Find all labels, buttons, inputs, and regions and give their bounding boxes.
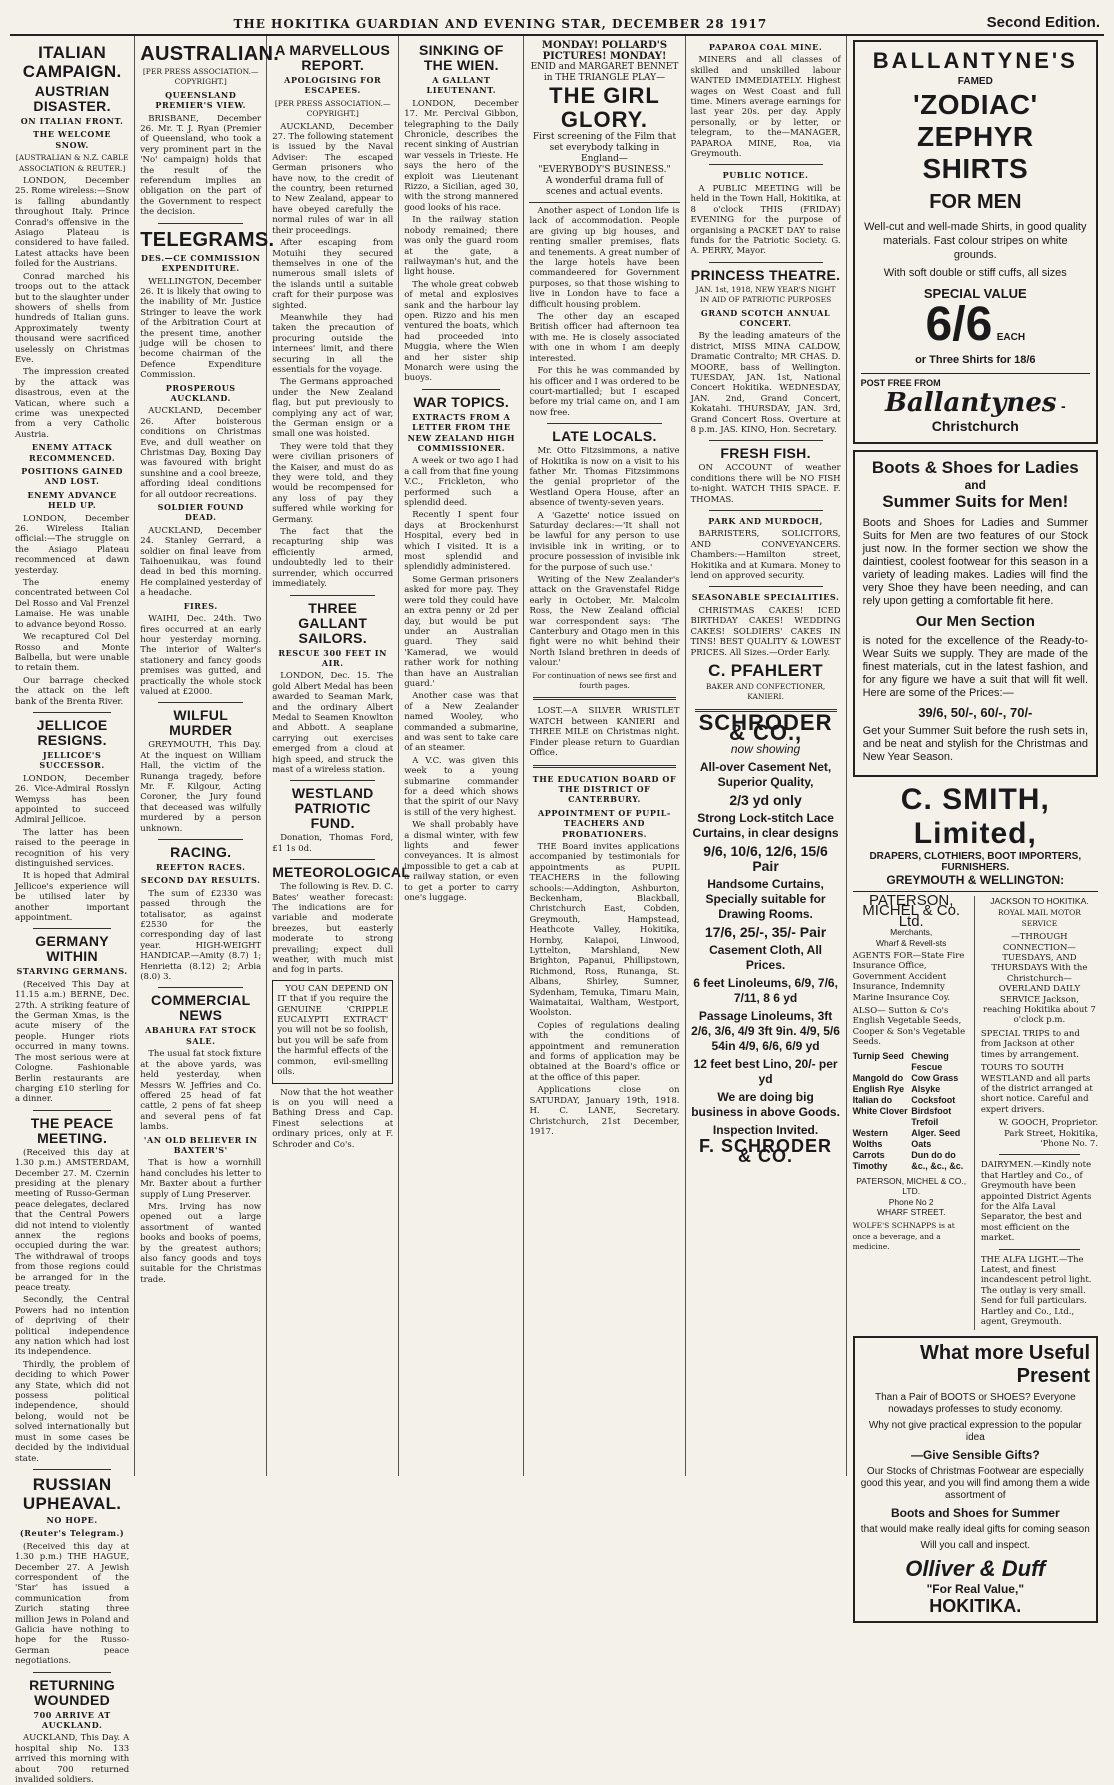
advert-text: Strong Lock-stitch Lace Curtains, in clear designs xyxy=(692,810,839,840)
headline: THE PEACE MEETING. xyxy=(30,1114,114,1146)
paragraph: LONDON, December 17. Mr. Percival Gibbon, telegraphing to the Daily Chronicle, describes the recent sinking of Austrian war vessels in Trieste. He says the hero of the exploit was Lieutenant Rizzo, a Sicilian, aged 30, with the strong mannered good looks of his race. xyxy=(404,98,519,213)
paragraph: Copies of regulations dealing with the conditions of appointment and remuneration and forms of application may be obtained at the Board's office or at the office of this paper. xyxy=(529,1020,680,1083)
paragraph: Recently I spent four days at Brockenhurst Hospital, every bed in which I visited. It is a most splendid and splendidly administered. xyxy=(404,510,519,573)
advert-text: All-over Casement Net, Superior Quality, xyxy=(699,759,832,789)
divider xyxy=(158,702,243,703)
paragraph: GREYMOUTH, This Day. At the inquest on William Hall, the victim of the Runanga tragedy, before Mr. F. Kilgour, Acting Coroner, the Jury found that deceased was wilfully murdered by a person unknown. xyxy=(140,740,262,834)
advert-city: HOKITIKA. xyxy=(929,1596,1022,1617)
advert-text: is noted for the excellence of the Ready-to-Wear Suits we supply. They are made of the finest materials, cut in the latest fashion, and for any figure we have a suit that will fit well. Here are some of the Prices:— xyxy=(862,635,1089,699)
advert-text: POST FREE FROM xyxy=(860,378,941,388)
advert-text: MINERS and all classes of skilled and unskilled labour WANTED IMMEDIATELY. Highest wages on West Coast and full time. Miners average earnings for last year 20s. per day. Apply personally, or by letter, or telegram, to the—MANAGER, PAPAROA MINE, Roa, via Greymouth. xyxy=(690,55,841,160)
paragraph: AUCKLAND, This Day. A hospital ship No. 133 arrived this morning with about 700 returned invalided soldiers. xyxy=(15,1733,130,1785)
advert-text: YOU CAN DEPEND ON IT that if you require the GENUINE 'CRIPPLE EUCALYPTI EXTRACT' you will not be so foolish, but you will be safe from the harmful effects of the common, evil-smelling oils. xyxy=(277,983,389,1078)
advert-text: With soft double or stiff cuffs, all sizes xyxy=(883,267,1067,279)
seed-item: Alsyke xyxy=(911,1083,941,1094)
advert-heading: PAPAROA COAL MINE. xyxy=(708,42,823,52)
banner-top: MONDAY! POLLARD'S PICTURES! MONDAY! xyxy=(541,40,668,62)
seed-item: Birdsfoot Trefoil xyxy=(911,1105,952,1127)
seed-item: Timothy xyxy=(852,1160,888,1171)
column-2 xyxy=(135,36,280,1476)
paragraph: Now that the hot weather is on you will need a Bathing Dress and Cap. Finest selections at ordinary prices, only at F. Schroder and Co's. xyxy=(272,1087,394,1150)
advert-tag: FOR MEN xyxy=(929,191,1022,213)
subheading: A GALLANT LIEUTENANT. xyxy=(426,75,497,96)
paragraph: Another aspect of London life is lack of accommodation. People are giving up big houses, and renting smaller premises, flats and tenements. A great number of the large hotels have been commandeered for Government purposes, so that those wishing to live in London have to face a difficult housing problem. xyxy=(529,206,680,310)
advert-address: WHARF STREET. xyxy=(876,1206,946,1217)
advert-heading: and xyxy=(964,478,986,492)
divider xyxy=(33,928,111,929)
advert-text: or Three Shirts for 18/6 xyxy=(915,354,1036,366)
column-5 xyxy=(524,36,685,1476)
headline: RETURNING WOUNDED xyxy=(29,1676,116,1708)
agency-note: [AUSTRALIAN & N.Z. CABLE ASSOCIATION & REUTER.] xyxy=(15,153,129,173)
subheading: RESCUE 300 FEET IN AIR. xyxy=(278,647,388,668)
banner-line: A wonderful drama full of scenes and actual events. xyxy=(545,176,664,197)
paragraph: In the railway station nobody remained; there was only the guard room at the gate, a railwayman's hut, and the light house. xyxy=(404,215,519,278)
headline: A MARVELLOUS REPORT. xyxy=(275,42,391,73)
paragraph: A week or two ago I had a call from that fine young V.C., Frickleton, who performed such a splendid deed. xyxy=(404,456,519,509)
lost-notice: LOST.—A SILVER WRISTLET WATCH between KANIERI and THREE MILE on Christmas night. Finder please return to Guardian Office. xyxy=(529,706,680,759)
paragraph: After escaping from Motuihi they secured themselves in one of the numerous small islets of the islands until a suitable craft for their purpose was sighted. xyxy=(272,238,394,311)
smith-advert xyxy=(853,783,1098,892)
paragraph: Conrad marched his troops out to the attack but to the slaughter under showers of shells from hundreds of Italian guns. Approximately twenty thousand were sacrificed uselessly on Christmas Eve. xyxy=(15,271,130,365)
subheading: THE WELCOME SNOW. xyxy=(33,129,112,150)
advert-heading: GRAND SCOTCH ANNUAL CONCERT. xyxy=(700,307,831,328)
advert-heading: JACKSON TO HOKITIKA. xyxy=(990,896,1089,906)
paragraph: (Received this day at 1.30 p.m.) AMSTERDAM, December 27. M. Czernin presiding at the plenary meeting of Russo-German peace delegates, declared that the Central Powers did not intend to violently annex the regions occupied during the war. The withdrawal of troops from those regions could be arranged for in the peace treaty. xyxy=(15,1147,130,1293)
seed-item: Western Wolths xyxy=(852,1127,888,1149)
advert-text: WOLFE'S SCHNAPPS is at once a beverage, and a medicine. xyxy=(852,1221,955,1252)
advert-heading: Wharf & Revell-sts xyxy=(876,937,947,948)
divider xyxy=(709,586,823,587)
seed-item: Turnip Seed xyxy=(852,1050,904,1061)
subheading: ON ITALIAN FRONT. xyxy=(20,116,124,126)
seed-item: White Clover xyxy=(852,1105,908,1116)
divider xyxy=(533,697,675,700)
advert-text: —THROUGH CONNECTION— TUESDAYS, AND THURSDAYS With the Christchurch— OVERLAND DAILY SERVICE Jackson, reaching Hokitika about 7 o'clock p.m. xyxy=(983,932,1096,1026)
advert-text: now showing xyxy=(730,741,801,756)
divider xyxy=(33,1469,111,1470)
advert-tag: Boots and Shoes for Summer xyxy=(890,1506,1060,1521)
paragraph: Writing of the New Zealander's attack on the Gravenstafel Ridge early in October, Mr. Malcolm Ross, the New Zealand official war correspondent says: 'The Canterbury and Otago men in this fight were no whit behind their North Island brethren in deeds of valour.' xyxy=(529,575,680,669)
advert-text: that would make really ideal gifts for coming season xyxy=(860,1524,1090,1536)
advert-footer: PATERSON, MICHEL & CO., LTD. xyxy=(856,1175,967,1197)
advert-text: DRAPERS, CLOTHIERS, BOOT IMPORTERS, FURNISHERS. xyxy=(869,851,1082,873)
headline: COMMERCIAL NEWS xyxy=(151,992,251,1024)
headline: WESTLAND PATRIOTIC FUND. xyxy=(291,785,374,832)
banner-title: THE GIRL GLORY. xyxy=(549,83,660,132)
divider xyxy=(999,1154,1080,1155)
advert-tag: —Give Sensible Gifts? xyxy=(910,1448,1040,1463)
subheadline: AUSTRIAN DISASTER. xyxy=(33,83,111,114)
advert-text: We are doing big business in above Goods. xyxy=(691,1089,840,1119)
headline: ITALIAN CAMPAIGN. xyxy=(22,43,122,81)
advert-price: 6 feet Linoleums, 6/9, 7/6, 7/11, 8 6 yd xyxy=(693,975,838,1005)
advert-text: BAKER AND CONFECTIONER, KANIERI. xyxy=(705,681,826,702)
headline: TELEGRAMS. xyxy=(140,228,275,251)
paragraph: It is hoped that Admiral Jellicoe's experience will be utilised later by another important appointment. xyxy=(15,871,130,924)
masthead xyxy=(10,6,1104,36)
paragraph: AUCKLAND, December 26. After boisterous conditions on Christmas Eve, and dull weather on Christmas Day, Boxing Day was favoured with bright sunshine and a cool breeze, affording ideal conditions for all outdoor recreations. xyxy=(140,406,262,500)
advert-text: A PUBLIC MEETING will be held in the Town Hall, Hokitika, at 8 o'clock THIS (FRIDAY) EVENING for the purpose of organising a PACKET DAY to raise funds for the Patriotic Society. G. A. PERRY, Mayor. xyxy=(690,183,841,257)
subheading: ENEMY ADVANCE HELD UP. xyxy=(27,489,117,511)
divider xyxy=(290,859,375,860)
divider xyxy=(290,595,375,596)
headline: WAR TOPICS. xyxy=(413,393,510,410)
paragraph: BRISBANE, December 26. Mr. T. J. Ryan (Premier of Queensland, who took a very prominent part in the 'No' campaign) holds that the result of the referendum implies an obligation on the part of the Government to respect the decision. xyxy=(140,113,262,218)
paterson-advert xyxy=(852,892,975,1330)
advert-product: 'ZODIAC' ZEPHYR SHIRTS xyxy=(912,89,1038,184)
advert-text: Why not give practical expression to the popular idea xyxy=(868,1420,1082,1444)
headline: RUSSIAN UPHEAVAL. xyxy=(22,1474,122,1513)
divider xyxy=(33,1672,111,1673)
column-4 xyxy=(399,36,524,1476)
advert-column xyxy=(847,36,1104,1617)
divider xyxy=(533,765,675,768)
paragraph: Mrs. Irving has now opened out a large assortment of wanted books and books of poems, by the greatest authors; also fancy goods and toys suitable for the Christmas trade. xyxy=(140,1201,262,1285)
advert-tag: EACH xyxy=(996,332,1026,343)
paragraph: The following is Rev. D. C. Bates' weather forecast: The indications are for variable and moderate breezes, but easterly moderate to strong prevailing; expect dull weather, with much mist and fog in parts. xyxy=(272,882,394,976)
advert-price: 9/6, 10/6, 12/6, 15/6 Pair xyxy=(703,842,828,874)
divider xyxy=(158,839,243,840)
advert-text: Will you call and inspect. xyxy=(920,1540,1031,1552)
subheading: APPOINTMENT OF PUPIL-TEACHERS AND PROBATIONERS. xyxy=(538,807,671,839)
seed-item: Cocksfoot xyxy=(911,1094,956,1105)
seed-item: English Rye xyxy=(852,1083,905,1094)
subheading: ENEMY ATTACK RECOMMENCED. xyxy=(28,442,116,463)
column-3 xyxy=(267,36,411,1476)
edition-label: Second Edition. xyxy=(986,14,1100,31)
paragraph: We shall probably have a dismal winter, with few lights and fewer conveyances. It is almost impossible to get a cab at a railway station, or even to get a porter to carry one's luggage. xyxy=(404,820,519,904)
divider xyxy=(547,423,661,424)
advert-price: 39/6, 50/-, 60/-, 70/- xyxy=(918,705,1033,720)
paragraph: A 'Gazette' notice issued on Saturday declares:—'It shall not be lawful for any person to use invisible ink in writing, or to procure possession of invisible ink for the purpose of such use.' xyxy=(529,510,680,573)
advert-brand: C. SMITH, Limited, xyxy=(900,783,1050,850)
seed-list xyxy=(853,1051,970,1172)
advert-heading: PRINCESS THEATRE. xyxy=(690,266,841,283)
advert-text: Well-cut and well-made Shirts, in good quality materials. Fast colour stripes on white grounds. xyxy=(864,221,1087,261)
paragraph: The fact that the recapturing ship was efficiently armed, undoubtedly led to their surrender, which occurred immediately. xyxy=(272,527,394,590)
divider xyxy=(709,440,823,441)
seed-item: Chewing Fescue xyxy=(911,1050,949,1072)
divider xyxy=(158,987,243,988)
paragraph: Another case was that of a New Zealander named Wooley, who commanded a submarine, and was sent to take care of an steamer. xyxy=(404,691,519,754)
advert-text: ON ACCOUNT of weather conditions there will be NO FISH to-night. WATCH THIS SPACE. F. THOMAS. xyxy=(690,463,841,505)
subheading: JELLICOE'S SUCCESSOR. xyxy=(39,749,105,771)
subheading: 700 ARRIVE AT AUCKLAND. xyxy=(33,1709,111,1730)
divider xyxy=(709,262,823,263)
advert-text: Casement Cloth, All Prices. xyxy=(709,942,822,972)
divider xyxy=(33,712,111,713)
advert-heading: Our Men Section xyxy=(915,613,1035,630)
paragraph: The enemy concentrated between Col Del Rosso and Val Frenzel Lamaise. He was unable to advance beyond Rosso. xyxy=(15,578,130,630)
subheading: EXTRACTS FROM A LETTER FROM THE NEW ZEALAND HIGH COMMISSIONER. xyxy=(407,411,516,453)
seed-item: Carrots xyxy=(852,1149,885,1160)
paragraph: WELLINGTON, December 26. It is likely that owing to the inability of Mr. Justice Stringer to leave the work of the Arbitration Court at the present time, another judge will be chosen to become chairman of the Defence Expenditure Commission. xyxy=(140,276,262,381)
subheading: NO HOPE. xyxy=(46,1514,98,1525)
advert-text: ALSO— Sutton & Co's English Vegetable Seeds, Cooper & Son's Vegetable Seeds. xyxy=(852,1006,966,1048)
advert-text: By the leading amateurs of the district, MISS MINA CALDOW, Dramatic Contralto; MR CHAS. D. MOORE, bass of Wellington. TUESDAY, JAN. 1st, National Concert Hokitika. WEDNESDAY, JAN. 2nd, Grand Concert, Kokatahi. THURSDAY, JAN. 3rd, Grand Concert Ross. Overture at 8 p.m. JAS. KINO, Hon. Secretary. xyxy=(690,331,841,435)
paragraph: WAIHI, Dec. 24th. Two fires occurred at an early hour yesterday morning. The interior of Walter's stationery and fancy goods premises was gutted, and practically the whole stock valued at £2000. xyxy=(140,614,262,697)
headline: AUSTRALIAN. xyxy=(140,43,280,65)
continuation-note: For continuation of news see first and fourth pages. xyxy=(532,670,677,691)
advert-price: 17/6, 25/-, 35/- Pair xyxy=(704,923,827,940)
paragraph: Thirdly, the problem of deciding to which Power any State, which did not possess political independence, should belong, would not be solved internationally but must in some cases be decided by the individual state. xyxy=(15,1359,130,1464)
advert-pair xyxy=(852,892,1099,1330)
advert-heading: Merchants, xyxy=(890,927,933,938)
advert-price: 6/6 xyxy=(925,298,993,351)
subheading: PROSPEROUS AUCKLAND. xyxy=(165,382,236,403)
advert-heading: ROYAL MAIL MOTOR SERVICE xyxy=(997,908,1081,928)
advert-heading: Boots & Shoes for Ladies xyxy=(871,458,1079,477)
advert-price: 2/3 yd only xyxy=(729,791,802,808)
advert-text: TOURS TO SOUTH WESTLAND and all parts of the district arranged at short notice. Careful and expert drivers. xyxy=(980,1063,1093,1115)
advert-heading: PARK AND MURDOCH, xyxy=(708,516,823,527)
ballantynes-logo: Ballantynes xyxy=(884,388,1057,418)
headline: THREE GALLANT SAILORS. xyxy=(298,599,368,646)
advert-text: DAIRYMEN.—Kindly note that Hartley and Co., of Greymouth have been appointed District Agents for the Alfa Laval Separator, the best and most efficient on the market. xyxy=(980,1160,1092,1244)
paragraph: For this he was commanded by his officer and I was ordered to be court-martialled; but I escaped before my trial came on, and I am now free. xyxy=(529,366,680,418)
advert-text: Boots and Shoes for Ladies and Summer Suits for Men are two features of our Stock just now. In the former section we show the daintiest, coolest footwear for this season in a variety of leading makes. Ladies will find the very Shoe they have been needing, and can rely upon getting a comfortable fit here. xyxy=(862,517,1089,607)
seed-item: Italian do xyxy=(852,1094,893,1105)
advert-text: AGENTS FOR—State Fire Insurance Office, Government Accident Insurance, Indemnity Marine Insurance Coy. xyxy=(852,951,965,1003)
agency-note: [PER PRESS ASSOCIATION.—COPYRIGHT.] xyxy=(274,98,391,119)
paragraph: Meanwhile they had taken the precaution of procuring outside the internees' limit, and there securing in all the essentials for the voyage. xyxy=(272,312,394,375)
seed-item: Cow Grass xyxy=(911,1072,959,1083)
subheading: FIRES. xyxy=(183,600,218,611)
paragraph: A V.C. was given this week to a young submarine commander for a deed which shows that the spirit of our Navy is still of the very highest. xyxy=(404,755,519,818)
advert-price: Passage Linoleums, 3ft 2/6, 3/6, 4/9 3ft 9in. 4/9, 5/6 54in 4/9, 6/6, 6/9 yd xyxy=(691,1008,840,1053)
ballantyne-advert xyxy=(853,40,1098,444)
paragraph: (Received This Day at 11.15 a.m.) BERNE, Dec. 27th. A striking feature of the German Xmas, is the acute misery of the people. Hunger riots occurred in many towns. The most serious were at Cologne. Fashionable Berlin restaurants are charging £10 sterling for a dinner. xyxy=(15,979,130,1105)
subheading: STARVING GERMANS. xyxy=(16,966,128,977)
advert-tag: SPECIAL VALUE xyxy=(923,286,1027,301)
advert-heading: What more Useful Present xyxy=(919,1342,1091,1388)
jackson-advert xyxy=(981,896,1098,1330)
subheading: 'AN OLD BELIEVER IN BAXTER'S' xyxy=(143,1134,258,1155)
headline: LATE LOCALS. xyxy=(552,428,657,445)
divider xyxy=(999,1249,1080,1250)
divider xyxy=(422,389,500,390)
advert-text: THE ALFA LIGHT.—The Latest, and finest incandescent petrol light. The outlay is very small. Send for full particulars. Hartley and Co., Ltd., agent, Greymouth. xyxy=(980,1254,1092,1328)
paragraph: Some German prisoners asked for more pay. They were told they could have an extra penny or 2d per day, but would be put under an Australian guard. They said 'Kamerad, we would rather work for nothing than have an Australian guard.' xyxy=(404,574,519,689)
subheading: (Reuter's Telegram.) xyxy=(19,1528,125,1539)
columns xyxy=(10,36,1104,1785)
paragraph: The latter has been raised to the peerage in recognition of his very distinguished services. xyxy=(15,827,130,869)
seed-item: Dun do do xyxy=(911,1149,956,1160)
subheading: POSITIONS GAINED AND LOST. xyxy=(21,466,123,487)
headline: GERMANY WITHIN xyxy=(35,933,109,965)
column-6 xyxy=(686,36,847,1476)
subheading: REEFTON RACES. xyxy=(155,862,246,872)
subheading: SECOND DAY RESULTS. xyxy=(140,875,261,886)
paragraph: LONDON, Dec. 15. The gold Albert Medal has been awarded to Seaman Mark, and the ordinary Albert Medal to Seamen Knowlton and Abbott. A seaplane carrying out exercises emerged from a cloud at high speed, and struck the mast of a wireless station. xyxy=(272,671,394,775)
divider xyxy=(158,223,243,224)
advert-heading: SCHRODER & CO., xyxy=(698,709,833,746)
advert-text: CHRISTMAS CAKES! ICED BIRTHDAY CAKES! WEDDING CAKES! SOLDIERS' CAKES IN TINS! BEST QUALITY & LOWEST PRICES. All Sizes.—Order Early. xyxy=(690,605,841,658)
boots-advert xyxy=(853,450,1098,777)
advert-heading: FRESH FISH. xyxy=(720,445,811,462)
advert-text: Than a Pair of BOOTS or SHOES? Everyone nowadays professes to study economy. xyxy=(874,1392,1076,1416)
paragraph: Our barrage checked the attack on the left bank of the Brenta River. xyxy=(15,675,130,707)
divider xyxy=(290,780,375,781)
advert-box xyxy=(272,980,393,1084)
subheading: DES.—CE COMMISSION EXPENDITURE. xyxy=(140,252,261,274)
paragraph: AUCKLAND, December 27. The following statement is issued by the Naval Adviser: The escaped German prisoners who have now, to the credit of the country, been returned to New Zealand, appear to have obeyed carefully the normal rules of war in all their proceedings. xyxy=(272,121,394,236)
advert-heading: PUBLIC NOTICE. xyxy=(722,170,809,181)
paragraph: THE Board invites applications accompanied by testimonials for appointments as PUPIL TEACHERS in the following schools:—Addington, Ashburton, Beckenham, Blackball, Christchurch East, Cobden, Greymouth, Hampstead, Heathcote Valley, Hokitika, Hornby, Kaiapoi, Linwood, Lyttelton, Marshland, New Brighton, Papanui, Phillipstown, Richmond, Ross, Runanga, St. Albans, Shirley, Sumner, Sydenham, Temuka, Timaru Main, Waimataitai, Waltham, Westport, Woolston. xyxy=(529,841,680,1019)
divider xyxy=(709,510,823,511)
paragraph: Donation, Thomas Ford, £1 1s 0d. xyxy=(272,833,394,854)
advert-brand: BALLANTYNE'S xyxy=(872,48,1078,73)
christmas-advert xyxy=(853,1336,1098,1623)
paragraph: We recaptured Col Del Rosso and Monte Balbella, but were unable to retain them. xyxy=(15,632,130,674)
advert-city: GREYMOUTH & WELLINGTON: xyxy=(886,873,1065,887)
paragraph: The other day an escaped British officer had afternoon tea with me. He is closely associated with one in whom I am deeply interested. xyxy=(529,312,680,364)
headline: WILFUL MURDER xyxy=(169,707,233,739)
advert-footer: F. SCHRODER & CO. xyxy=(699,1135,833,1166)
seed-item: &c., &c., &c. xyxy=(911,1160,964,1171)
paragraph: LONDON, December 25. Rome wireless:—Snow is falling abundantly throughout Italy. Prince Conrad's offensive in the Asiago Plateau is considered to have failed. Latest attacks have been foiled for the Austrians. xyxy=(15,176,130,270)
advert-brand: PATERSON, MICHEL & Co. Ltd. xyxy=(862,892,961,930)
advert-price: 12 feet best Lino, 20/- per yd xyxy=(693,1056,838,1086)
agency-note: [PER PRESS ASSOCIATION.—COPYRIGHT.] xyxy=(142,67,259,87)
seed-item: Mangold do xyxy=(852,1072,904,1083)
headline: SINKING OF THE WIEN. xyxy=(418,42,504,73)
divider xyxy=(709,164,823,165)
banner-line: "EVERYBODY'S BUSINESS." xyxy=(538,165,671,175)
advert-text: BARRISTERS, SOLICITORS, AND CONVEYANCERS. Chambers:—Hamilton street, Hokitika and at Kumara. Money to lend on approved security. xyxy=(690,529,841,582)
advert-slogan: "For Real Value," xyxy=(926,1582,1025,1597)
masthead-title: THE HOKITIKA GUARDIAN AND EVENING STAR, DECEMBER 28 1917 xyxy=(233,17,768,31)
advert-text: Get your Summer Suit before the rush sets in, and be neat and stylish for the Christmas and New Year Season. xyxy=(862,725,1089,763)
column-1 xyxy=(10,36,135,1785)
paragraph: LONDON, December 26. Wireless Italian official:—The struggle on the Asiago Plateau recommenced at dawn yesterday. xyxy=(15,513,130,576)
paragraph: The usual fat stock fixture at the above yards, was held yesterday, when Messrs W. Jeffries and Co. offered 25 head of fat cattle, 2 pens of fat sheep and several pens of fat lambs. xyxy=(140,1049,262,1133)
paragraph: The sum of £2330 was passed through the totalisator, as against £2530 for the corresponding day of last year. HIGH-WEIGHT HANDICAP.—Amity (8.7) 1; Henrietta (8.12) 2; Arbia (8.0) 3. xyxy=(140,888,262,983)
seed-item: Alger. Seed Oats xyxy=(911,1127,961,1149)
paragraph: They were told that they were civilian prisoners of the Kaiser, and must do as they were told, and they would be recompensed for any loss of pay they suffered while working for Germany. xyxy=(272,441,394,525)
advert-brand: Olliver & Duff xyxy=(905,1556,1046,1582)
headline: RACING. xyxy=(170,844,232,860)
paragraph: LONDON, December 26. Vice-Admiral Rosslyn Wemyss has been appointed to succeed Admiral Jellicoe. xyxy=(15,773,130,826)
advert-heading: Summer Suits for Men! xyxy=(882,492,1069,511)
subheading: APOLOGISING FOR ESCAPEES. xyxy=(284,75,382,96)
paragraph: The Germans approached under the New Zealand flag, but put previously to complying any act of war, the German ensign or a small one was hoisted. xyxy=(272,377,394,440)
advert-city: - Christchurch xyxy=(931,398,1066,434)
paragraph: The whole great cobweb of metal and explosives sank and the harbour lay open. Rizzo and his men ventured the boats, which had proceeded into Muggia, where the Wien and her sister ship Monarch were using the buoys. xyxy=(404,279,519,384)
advert-text: JAN. 1st, 1918, NEW YEAR'S NIGHT IN AID OF PATRIOTIC PURPOSES xyxy=(695,284,836,305)
subheading: ABAHURA FAT STOCK SALE. xyxy=(145,1025,257,1046)
banner-line: First screening of the Film that set everybody talking in England— xyxy=(532,132,677,164)
subheading: THE EDUCATION BOARD OF THE DISTRICT OF CANTERBURY. xyxy=(532,773,677,805)
advert-text: W. GOOCH, Proprietor. Park Street, Hokitika, 'Phone No. 7. xyxy=(998,1118,1099,1149)
banner-sub: ENID and MARGARET BENNET in THE TRIANGLE PLAY— xyxy=(530,62,679,83)
paragraph: Applications close on SATURDAY, January 19th, 1918. H. C. LANE, Secretary. Christchurch, 21st December, 1917. xyxy=(529,1085,680,1137)
advert-text: SPECIAL TRIPS to and from Jackson at other times by arrangement. xyxy=(980,1028,1080,1060)
divider xyxy=(33,1110,111,1111)
paragraph: Secondly, the Central Powers had no intention of depriving of their political independence any nation which had lost its independence. xyxy=(15,1295,130,1358)
paragraph: That is how a wornhill hand concludes his letter to Mr. Baxter about a further supply of Lung Preserver. xyxy=(140,1158,262,1200)
advert-heading: C. PFAHLERT xyxy=(708,660,823,680)
advert-text: Inspection Invited. xyxy=(712,1122,819,1137)
advert-text: Handsome Curtains, Specially suitable for Drawing Rooms. xyxy=(705,876,826,921)
headline: JELLICOE RESIGNS. xyxy=(36,716,108,748)
cinema-banner xyxy=(529,40,679,203)
advert-heading: SEASONABLE SPECIALITIES. xyxy=(691,592,840,603)
advert-text: Our Stocks of Christmas Footwear are especially good this year, and you will find among them a wide assortment of xyxy=(860,1466,1090,1502)
advert-tag: FAMED xyxy=(957,76,993,87)
subheading: SOLDIER FOUND DEAD. xyxy=(157,502,244,523)
paragraph: (Received this day at 1.30 p.m.) THE HAGUE, December 27. A Jewish correspondent of the 'Star' has issued a communication from Zurich stating three million Jews in Poland and Galicia have nothing to hope for the Russo-German peace negotiations. xyxy=(15,1541,130,1667)
paragraph: The impression created by the attack was disastrous, even at the Vatican, where such a crime was unexpected from a very Catholic Austria. xyxy=(15,367,130,440)
advert-phone: Phone No 2 xyxy=(888,1196,934,1207)
paragraph: AUCKLAND, December 24. Stanley Gerrard, a soldier on final leave from Taihoenuikau, was found dead in bed this morning. He complained yesterday of a headache. xyxy=(140,525,262,599)
headline: METEOROLOGICAL xyxy=(272,864,411,881)
subheading: QUEENSLAND PREMIER'S VIEW. xyxy=(155,89,247,111)
paragraph: Mr. Otto Fitzsimmons, a native of Hokitika is now on a visit to his father Mr. Thomas Fitzsimmons the genial proprietor of the Westland Opera House, after an absence of twenty-seven years. xyxy=(529,446,680,509)
